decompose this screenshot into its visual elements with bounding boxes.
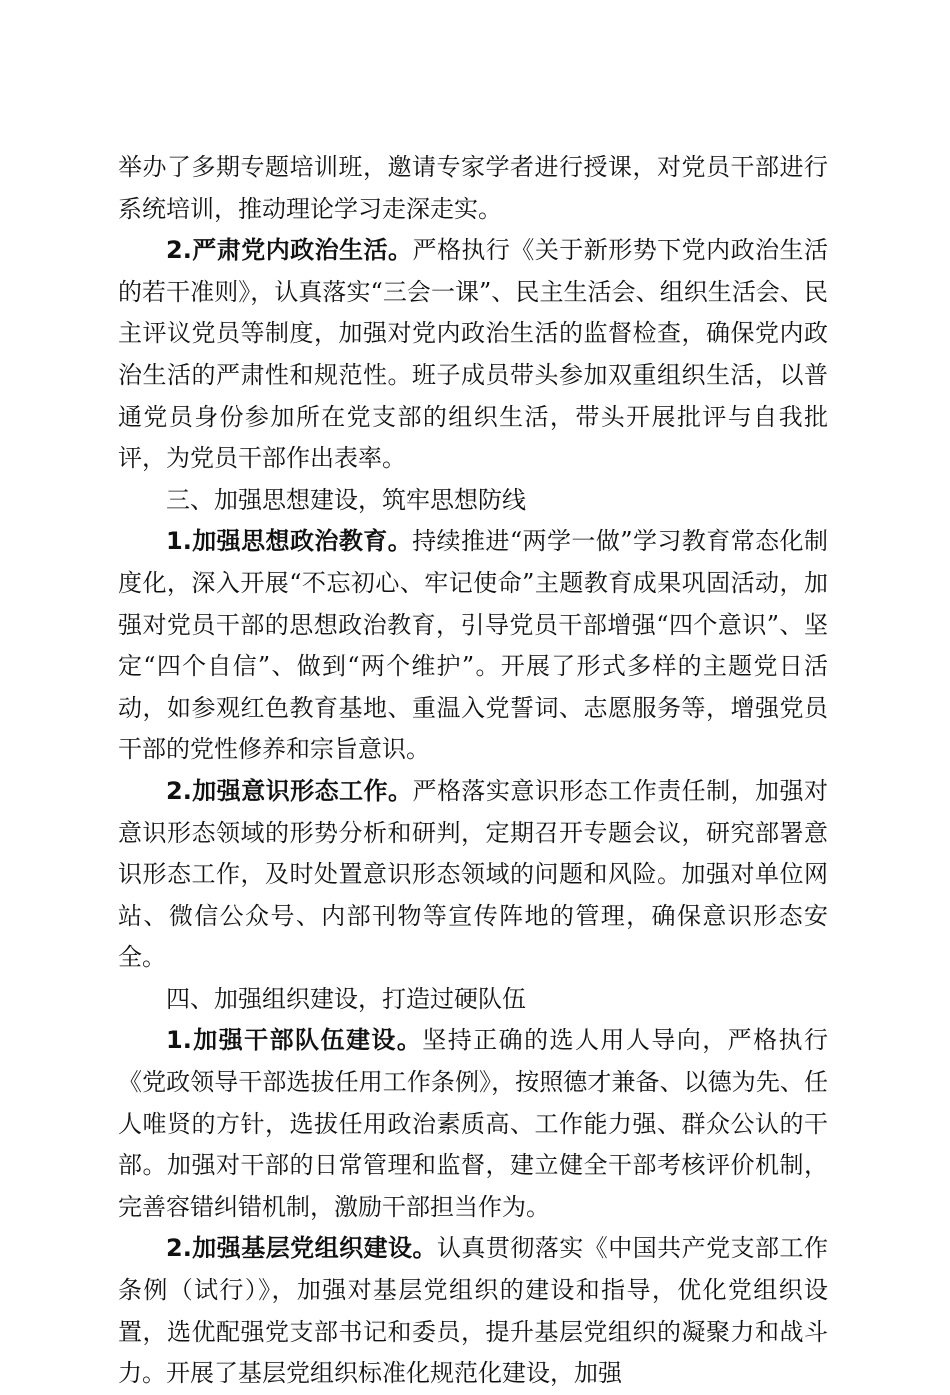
paragraph-text: 持续推进“两学一做”学习教育常态化制度化，深入开展“不忘初心、牢记使命”主题教育成果巩固活动，加强对党员干部的思想政治教育，引导党员干部增强“四个意识”、坚定“四个自信”、做到“两个维护”。开展了形式多样的主题党日活动，如参观红色教育基地、重温入党誓词、志愿服务等，增强党员干部的党性修养和宗旨意识。 — [118, 527, 828, 764]
paragraph-cadre-team — [118, 1020, 828, 1228]
paragraph-text: 认真贯彻落实《中国共产党支部工作条例（试行）》，加强对基层党组织的建设和指导，优化党组织设置，选优配强党支部书记和委员，提升基层党组织的凝聚力和战斗力。开展了基层党组织标准化规范化建设，加强 — [118, 1234, 828, 1388]
section-heading-organization: 四、加强组织建设，打造过硬队伍 — [166, 984, 526, 1013]
paragraph-text: 严格执行《关于新形势下党内政治生活的若干准则》，认真落实“三会一课”、民主生活会、组织生活会、民主评议党员等制度，加强对党内政治生活的监督检查，确保党内政治生活的严肃性和规范性。班子成员带头参加双重组织生活，以普通党员身份参加所在党支部的组织生活，带头开展批评与自我批评，为党员干部作出表率。 — [118, 236, 828, 473]
paragraph-continued — [118, 147, 828, 230]
paragraph-lead: 2.严肃党内政治生活。 — [166, 236, 413, 265]
paragraph-grassroots-party — [118, 1228, 828, 1394]
paragraph-lead: 2.加强意识形态工作。 — [166, 776, 413, 805]
document-page — [118, 147, 828, 1395]
paragraph-political-education — [118, 521, 828, 771]
paragraph-text: 坚持正确的选人用人导向，严格执行《党政领导干部选拔任用工作条例》，按照德才兼备、以德为先、任人唯贤的方针，选拔任用政治素质高、工作能力强、群众公认的干部。加强对干部的日常管理和监督，建立健全干部考核评价机制，完善容错纠错机制，激励干部担当作为。 — [118, 1026, 828, 1221]
paragraph-lead: 1.加强思想政治教育。 — [166, 527, 413, 556]
section-heading-ideological: 三、加强思想建设，筑牢思想防线 — [166, 485, 526, 514]
paragraph-text: 严格落实意识形态工作责任制，加强对意识形态领域的形势分析和研判，定期召开专题会议，研究部署意识形态工作，及时处置意识形态领域的问题和风险。加强对单位网站、微信公众号、内部刊物等宣传阵地的管理，确保意识形态安全。 — [118, 776, 828, 972]
paragraph-lead: 2.加强基层党组织建设。 — [166, 1234, 437, 1263]
paragraph-text: 举办了多期专题培训班，邀请专家学者进行授课，对党员干部进行系统培训，推动理论学习走深走实。 — [118, 153, 828, 223]
paragraph-strict-political-life — [118, 230, 828, 480]
paragraph-ideology-work — [118, 771, 828, 979]
paragraph-lead: 1.加强干部队伍建设。 — [166, 1026, 423, 1055]
